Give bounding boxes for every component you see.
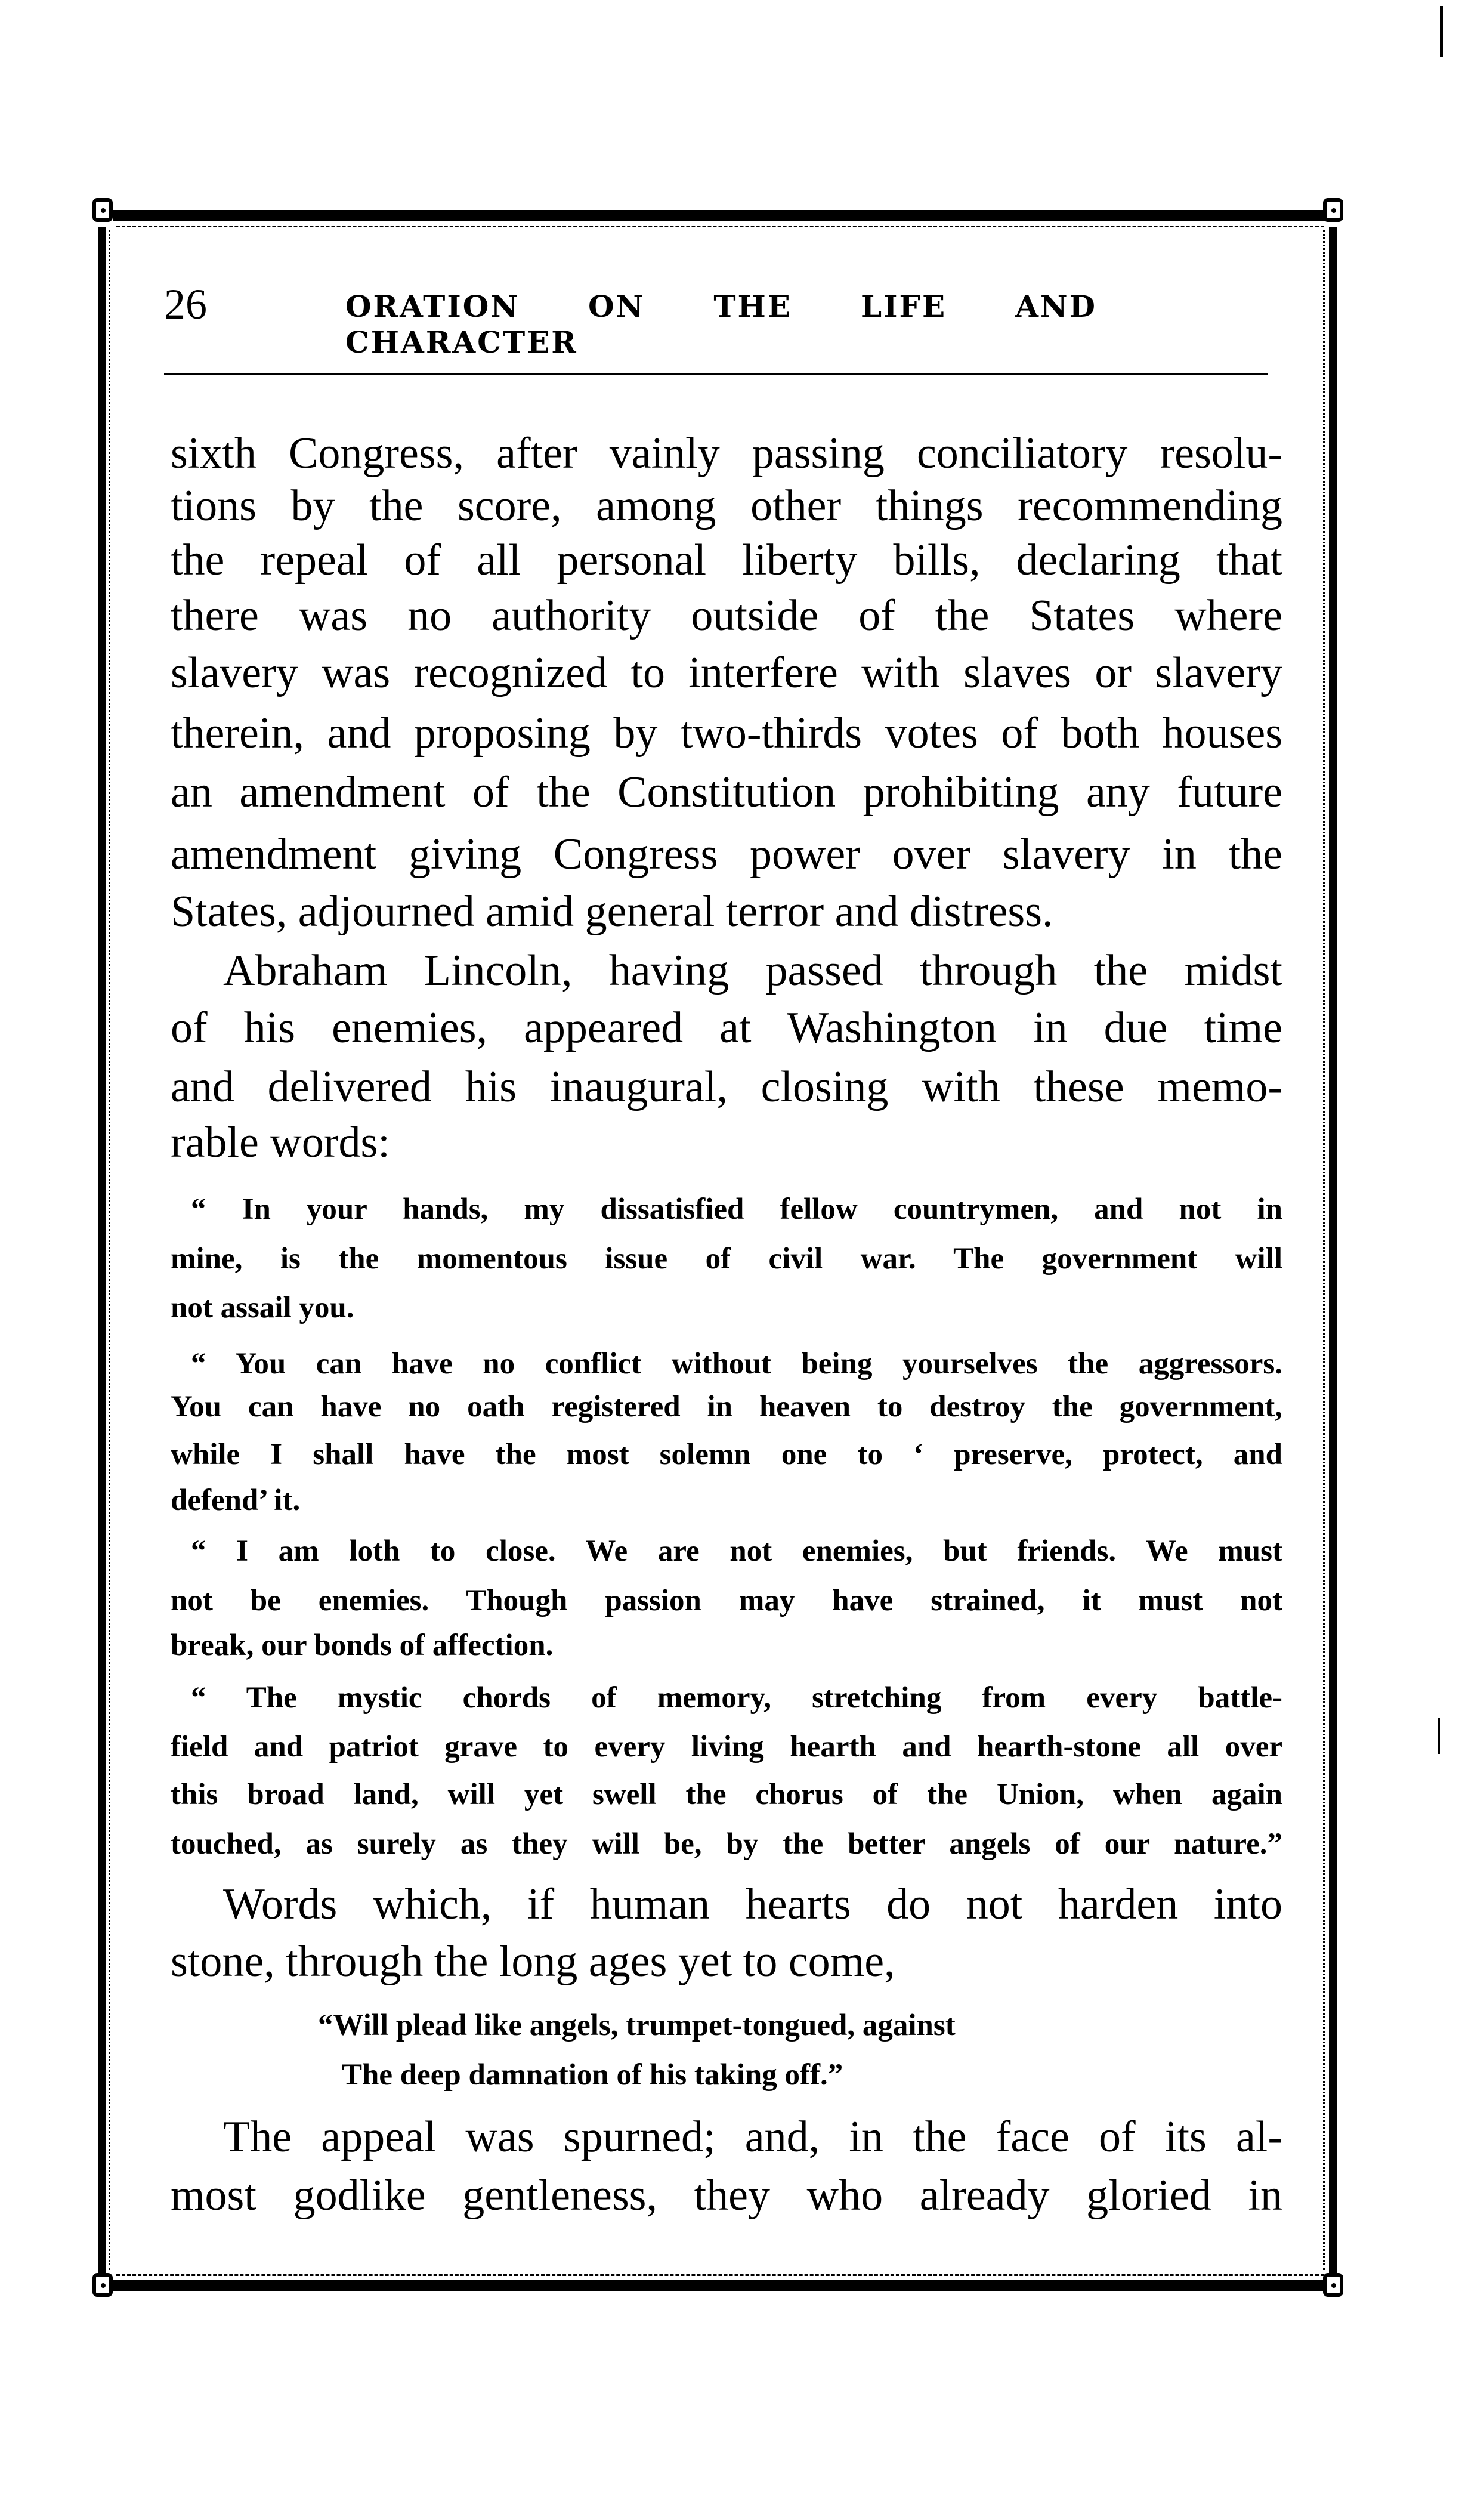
text-line: The appeal was spurned; and, in the face of its al- xyxy=(223,2113,1282,2161)
text-line: an amendment of the Constitution prohibiting any future xyxy=(171,768,1282,817)
text-line: sixth Congress, after vainly passing conciliatory resolu- xyxy=(171,429,1282,478)
text-line: the repeal of all personal liberty bills, declaring that xyxy=(171,536,1282,585)
text-line: stone, through the long ages yet to come, xyxy=(171,1937,895,1986)
quote-line: “ I am loth to close. We are not enemies, but friends. We must xyxy=(191,1534,1282,1568)
text-line: amendment giving Congress power over slavery in the xyxy=(171,830,1282,879)
frame-right-bar xyxy=(1329,227,1337,2273)
quote-line: mine, is the momentous issue of civil war. The government will xyxy=(171,1242,1282,1276)
text-line: therein, and proposing by two-thirds votes of both houses xyxy=(171,709,1282,758)
text-line: most godlike gentleness, they who already gloried in xyxy=(171,2171,1282,2220)
quote-line: while I shall have the most solemn one to ‘ preserve, protect, and xyxy=(171,1438,1282,1471)
text-line: rable words: xyxy=(171,1118,390,1167)
scan-mark xyxy=(1440,6,1443,57)
verse-line: The deep damnation of his taking off.” xyxy=(342,2058,843,2092)
text-line: and delivered his inaugural, closing with these memo- xyxy=(171,1063,1282,1111)
text-line: Abraham Lincoln, having passed through the midst xyxy=(223,946,1282,995)
quote-line: touched, as surely as they will be, by the better angels of our nature.” xyxy=(171,1827,1282,1861)
text-line: States, adjourned amid general terror and distress. xyxy=(171,887,1053,936)
quote-line: You can have no oath registered in heaven to destroy the government, xyxy=(171,1390,1282,1423)
frame-inner-bottom-line xyxy=(116,2274,1324,2276)
quote-line: break, our bonds of affection. xyxy=(171,1629,554,1662)
quote-line: “ You can have no conflict without being yourselves the aggressors. xyxy=(191,1347,1282,1381)
verse-line: “Will plead like angels, trumpet-tongued, against xyxy=(318,2009,956,2042)
quote-line: defend’ it. xyxy=(171,1484,301,1517)
frame-inner-right-line xyxy=(1323,230,1325,2270)
text-line: there was no authority outside of the States where xyxy=(171,591,1282,640)
frame-bottom-bar xyxy=(113,2280,1336,2291)
frame-left-bar xyxy=(98,227,106,2273)
frame-inner-top-line xyxy=(116,226,1324,227)
quote-line: field and patriot grave to every living hearth and hearth-stone all over xyxy=(171,1730,1282,1764)
frame-inner-left-line xyxy=(109,230,110,2270)
page-number: 26 xyxy=(164,280,207,328)
quote-line: not assail you. xyxy=(171,1291,354,1324)
corner-ornament-icon xyxy=(1323,2273,1343,2297)
quote-line: “ The mystic chords of memory, stretching from every battle- xyxy=(191,1681,1282,1715)
frame-top-bar xyxy=(113,210,1336,221)
corner-ornament-icon xyxy=(1323,198,1343,222)
corner-ornament-icon xyxy=(92,2273,113,2297)
scan-mark xyxy=(1438,1718,1440,1754)
quote-line: not be enemies. Though passion may have strained, it must not xyxy=(171,1584,1282,1617)
corner-ornament-icon xyxy=(92,198,113,222)
quote-line: “ In your hands, my dissatisfied fellow countrymen, and not in xyxy=(191,1193,1282,1226)
text-line: of his enemies, appeared at Washington in due time xyxy=(171,1003,1282,1052)
quote-line: this broad land, will yet swell the chorus of the Union, when again xyxy=(171,1778,1282,1811)
running-title: ORATION ON THE LIFE AND CHARACTER xyxy=(345,289,1097,360)
text-line: slavery was recognized to interfere with slaves or slavery xyxy=(171,648,1282,697)
text-line: Words which, if human hearts do not harden into xyxy=(223,1880,1282,1929)
header-rule xyxy=(164,373,1268,375)
text-line: tions by the score, among other things recommending xyxy=(171,481,1282,530)
